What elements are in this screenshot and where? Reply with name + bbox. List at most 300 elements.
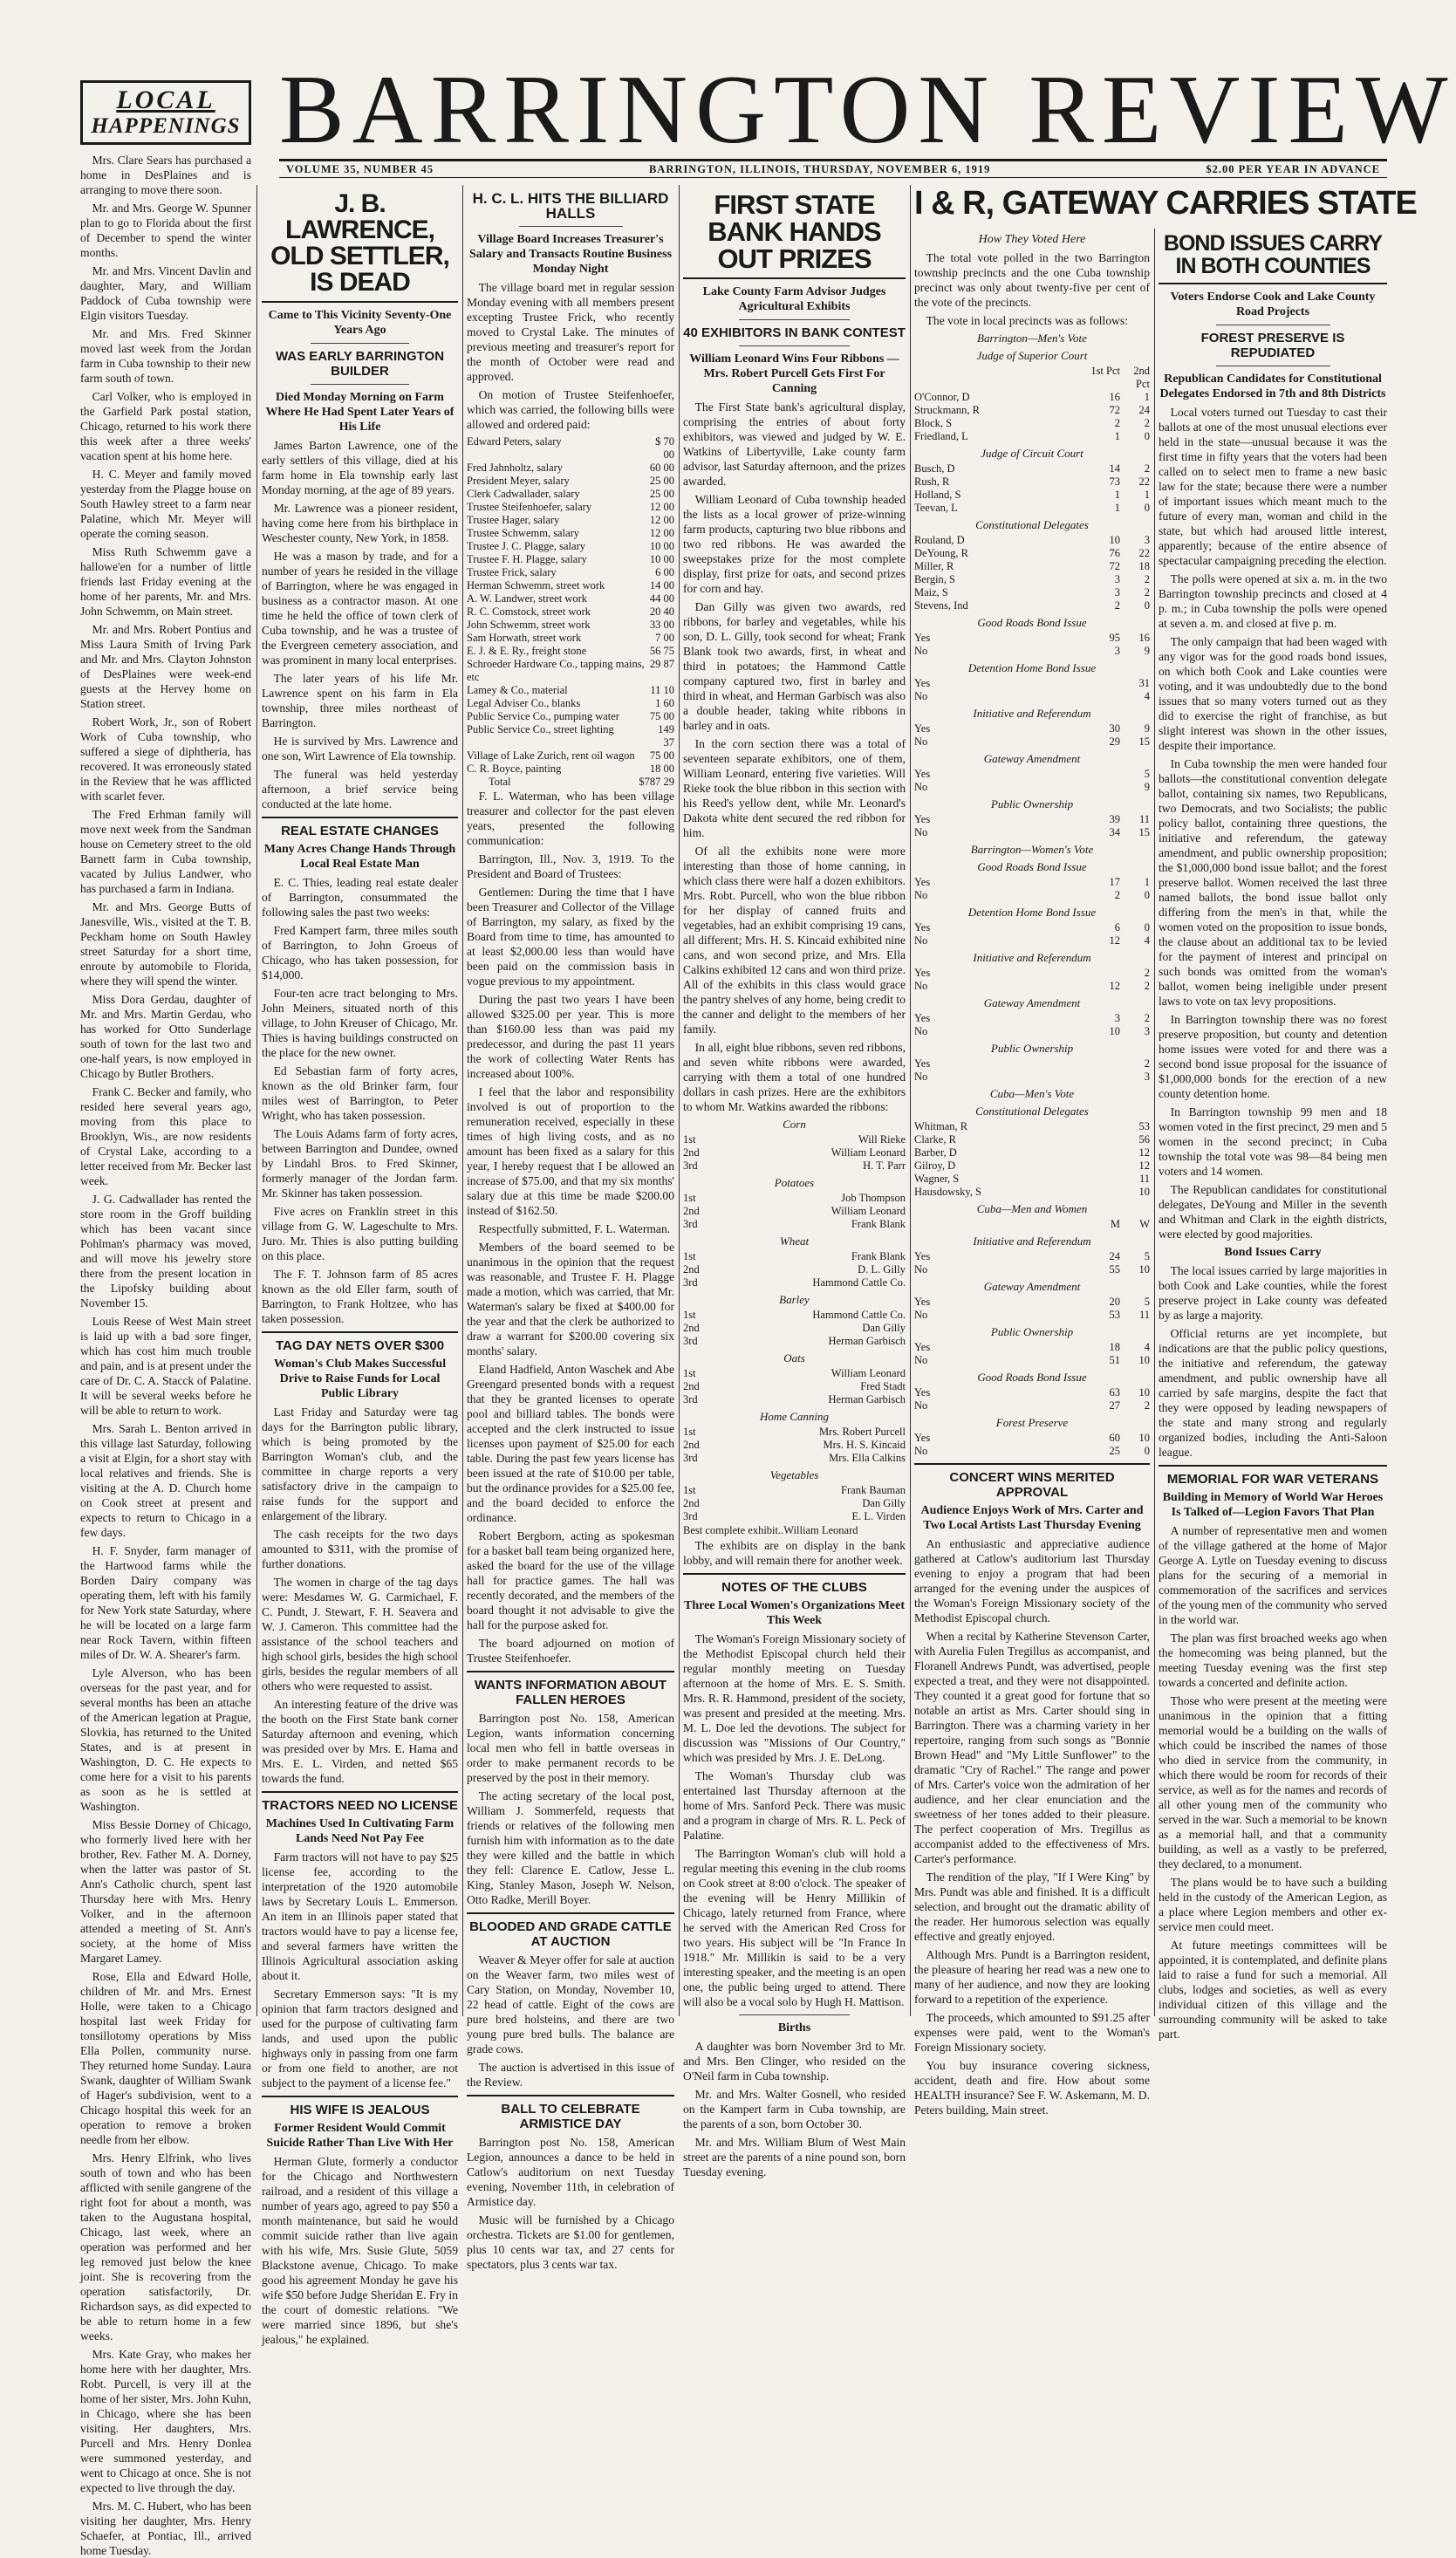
cuba-measure-value: 2 bbox=[1144, 1399, 1150, 1412]
cuba-measure-table bbox=[914, 1341, 1150, 1367]
hcl-paragraph: Gentlemen: During the time that I have been Treasurer and Collector of the Village of Barrington, my salary, as fixed by the Board from time to time, has amounted to at least $2,000.00 less than would have been paid on the commission basis in vogue previous to my appointment. bbox=[467, 886, 674, 988]
column-rule bbox=[1154, 229, 1155, 2016]
cuba-measure-value: 63 bbox=[1109, 1386, 1120, 1399]
prize-place: 1st bbox=[683, 1309, 696, 1321]
prize-place: 1st bbox=[683, 1250, 696, 1262]
women-measure-title: Initiative and Referendum bbox=[973, 951, 1091, 964]
cuba-measure-value: 53 bbox=[1109, 1309, 1120, 1321]
men-measure-value: 4 bbox=[1144, 690, 1150, 702]
divider bbox=[683, 277, 906, 279]
cuba-measure-label: Yes bbox=[914, 1341, 931, 1353]
cuba-measure-row bbox=[914, 1386, 1150, 1399]
circuit-court-title: Judge of Circuit Court bbox=[981, 447, 1083, 460]
delegate-row bbox=[914, 547, 1150, 560]
men-measure-value bbox=[1090, 677, 1120, 690]
local-item: J. G. Cadwallader has rented the store room in the Groff building which has been vacant since Pohlman's pharmacy was moved, and will move his jewelry store there from the present location in the Lipofsky building about November 15. bbox=[80, 1193, 251, 1310]
women-measure-row bbox=[914, 967, 1150, 980]
divider bbox=[739, 345, 851, 346]
hcl-body-continued bbox=[467, 789, 674, 1665]
realestate-paragraph: The F. T. Johnson farm of 85 acres known as the old Eller farm, south of Barrington, to Frank Holtzee, who has taken possession. bbox=[262, 1268, 458, 1325]
men-measure-label: No bbox=[914, 826, 928, 838]
delegates-table bbox=[914, 534, 1150, 612]
cuba-measure-value: 10 bbox=[1138, 1432, 1150, 1444]
prize-row bbox=[683, 1335, 906, 1348]
men-measure-title: Gateway Amendment bbox=[983, 752, 1081, 765]
women-measure-value bbox=[1090, 1070, 1120, 1084]
bank-deck3: William Leonard Wins Four Ribbons — Mrs. Robert Purcell Gets First For Canning bbox=[689, 352, 899, 395]
prize-place: 2nd bbox=[683, 1205, 700, 1217]
bill-row-value: 6 00 bbox=[655, 566, 674, 578]
cuba-measure-row bbox=[914, 1296, 1150, 1309]
superior-row-value: 1 bbox=[1144, 391, 1150, 403]
cuba-mw-title: Cuba—Men and Women bbox=[976, 1202, 1088, 1215]
bill-row bbox=[467, 488, 674, 501]
women-measure-label: Yes bbox=[914, 1057, 931, 1070]
divider bbox=[467, 1671, 674, 1672]
circuit-row-value: 0 bbox=[1144, 502, 1150, 514]
tagday-paragraph: The women in charge of the tag days were: Mesdames W. G. Carmichael, F. C. Pundt, J. Stewart, F. H. Seavera and W. J. Cameron. This committee had the assistance of the school teachers and high school girls, besides the high school girls, besides the regular members of all others who were requested to assist. bbox=[262, 1576, 458, 1693]
local-item: Mrs. Clare Sears has purchased a home in DesPlaines and is arranging to move there soon. bbox=[80, 154, 251, 196]
bank-paragraph: In all, eight blue ribbons, seven red ribbons, and seven white ribbons were awarded, carrying with them a total of one hundred dollars in cash prizes. Here are the exhibitors to whom Mr. Watkins awarded the ribbons: bbox=[683, 1041, 906, 1113]
men-measure-value: 9 bbox=[1144, 722, 1150, 735]
men-measure-value: 9 bbox=[1144, 645, 1150, 657]
cuba-measure-table bbox=[914, 1250, 1150, 1276]
prize-place: 1st bbox=[683, 1484, 696, 1496]
divider bbox=[467, 2095, 674, 2096]
gateway-banner-wrap bbox=[914, 185, 1417, 222]
prize-place: 3rd bbox=[683, 1159, 698, 1172]
men-measure-label: No bbox=[914, 690, 928, 702]
prize-row bbox=[683, 1276, 906, 1289]
local-item: Mr. and Mrs. Fred Skinner moved last week from the Jordan farm in Cuba township to their new farm south of town. bbox=[80, 327, 251, 385]
bill-row-value: 75 00 bbox=[649, 749, 674, 762]
bill-row bbox=[467, 645, 674, 658]
superior-row bbox=[914, 391, 1150, 404]
bill-row-label: Trustee Frick, salary bbox=[467, 566, 557, 578]
cuba-measures bbox=[914, 1235, 1150, 1458]
local-happenings-line1: LOCAL bbox=[116, 85, 215, 114]
women-measure-value: 0 bbox=[1144, 889, 1150, 901]
prize-row bbox=[683, 1146, 906, 1159]
prize-winner: Frank Blank bbox=[851, 1250, 906, 1262]
cuba-measure-value: 10 bbox=[1138, 1263, 1150, 1276]
bill-row-label: C. R. Boyce, painting bbox=[467, 763, 562, 775]
superior-row-label: Friedland, L bbox=[914, 430, 968, 442]
hcl-paragraph: During the past two years I have been allowed $325.00 per year. This is more than $160.00 less than was paid my predecessor, and during the past 11 years the work of collecting Water Rents has increased about 100%. bbox=[467, 993, 674, 1080]
lawrence-deck2: WAS EARLY BARRINGTON BUILDER bbox=[275, 349, 445, 379]
divider bbox=[739, 319, 851, 320]
cuba-measure-title: Good Roads Bond Issue bbox=[977, 1371, 1087, 1384]
lawrence-deck1: Came to This Vicinity Seventy-One Years Ago bbox=[268, 309, 452, 337]
prize-winner: Frank Bauman bbox=[841, 1484, 906, 1496]
delegate-row-label: Stevens, Ind bbox=[914, 599, 968, 612]
women-measure-value: 3 bbox=[1144, 1025, 1150, 1037]
ball-headline: BALL TO CELEBRATE ARMISTICE DAY bbox=[501, 2102, 640, 2131]
hcl-paragraph: I feel that the labor and responsibility involved is out of proportion to the remuneration received, especially in these times of high living costs, and as no amount has been fixed as a salary for this year, I hereby request that I be allowed an increase of $75.00, and that my six months' salary due at this time be made $200.00 instead of $162.50. bbox=[467, 1085, 674, 1217]
cuba-measure-label: Yes bbox=[914, 1386, 931, 1399]
women-measure-row bbox=[914, 980, 1150, 993]
women-measure-table bbox=[914, 967, 1150, 993]
local-item: Lyle Alverson, who has been overseas for the past year, and for several months has been an attache of the American legation at Prague, Slovkia, has returned to the United States, and is at present in Washington, D. C. He expects to come here for a visit to his parents as soon as he is settled at Washington. bbox=[80, 1666, 251, 1813]
cuba-measure-value: 24 bbox=[1109, 1250, 1120, 1262]
bills-total bbox=[467, 776, 674, 789]
cuba-measure-label: Yes bbox=[914, 1296, 931, 1308]
cuba-delegate-row bbox=[914, 1159, 1150, 1173]
superior-row-value: 1 bbox=[1114, 430, 1120, 442]
superior-row-value: 0 bbox=[1144, 430, 1150, 442]
cuba-delegate-row bbox=[914, 1173, 1150, 1186]
column-rule bbox=[256, 185, 257, 2016]
bonds-paragraph: The polls were opened at six a. m. in the two Barrington township precincts and closed at 4 p. m.; in Cuba township the polls were opened at seven a. m. and closed at five p. m. bbox=[1159, 572, 1387, 630]
women-measure-value: 17 bbox=[1109, 876, 1120, 888]
tractors-deck: Machines Used In Cultivating Farm Lands Need Not Pay Fee bbox=[265, 1817, 455, 1845]
prize-crop: Corn bbox=[783, 1118, 806, 1131]
women-measure-value: 2 bbox=[1144, 1012, 1150, 1024]
bill-row bbox=[467, 749, 674, 763]
women-measure-row bbox=[914, 1012, 1150, 1025]
prize-row bbox=[683, 1133, 906, 1146]
delegate-row-value: 76 bbox=[1109, 547, 1120, 559]
delegate-row-label: Rouland, D bbox=[914, 534, 965, 546]
prize-winner: Hammond Cattle Co. bbox=[812, 1276, 906, 1289]
memorial-paragraph: The plans would be to have such a building held in the custody of the American Legion, as a place where Legion members and other ex-service men could meet. bbox=[1159, 1876, 1387, 1933]
delegate-row-value: 2 bbox=[1114, 599, 1120, 612]
memorial-headline: MEMORIAL FOR WAR VETERANS bbox=[1166, 1472, 1379, 1487]
cuba-vote-title: Cuba—Men's Vote bbox=[989, 1087, 1075, 1100]
bonds-paragraph: The only campaign that had been waged with any vigor was for the good roads bond issues, on which both Cook and Lake counties were voting, and it was undoubtedly due to the bond issues that so many voters turned out as they did to exercise the right of franchise, as but slight interest was shown in the other issues, despite their importance. bbox=[1159, 635, 1387, 752]
women-measure-label: Yes bbox=[914, 967, 931, 979]
bill-row bbox=[467, 605, 674, 619]
clubs-body bbox=[683, 1631, 906, 2009]
delegate-row-value: 2 bbox=[1144, 586, 1150, 598]
memorial-paragraph: A number of representative men and women of the village gathered at the home of Major George A. Lytle on Tuesday evening to discuss plans for the securing of a memorial in commemoration of the sacrifices and services of the young men of the community who served in the world war. bbox=[1159, 1524, 1387, 1626]
concert-paragraph: Although Mrs. Pundt is a Barrington resident, the pleasure of hearing her read was a new one to many of her audience, and now they are looking forward to a repetition of the experience. bbox=[914, 1948, 1150, 2006]
cuba-measure-title: Public Ownership bbox=[990, 1325, 1074, 1338]
prize-place: 2nd bbox=[683, 1322, 700, 1334]
bill-row-label: Trustee J. C. Plagge, salary bbox=[467, 540, 585, 552]
cuba-delegate-row-value: 11 bbox=[1138, 1173, 1150, 1185]
delegate-row-value: 3 bbox=[1144, 534, 1150, 546]
prize-row bbox=[683, 1367, 906, 1380]
clubs-paragraph: The Woman's Thursday club was entertained last Thursday afternoon at the home of Mrs. Sanford Peck. There was music and a program in charge of Mrs. R. L. Peck of Palatine. bbox=[683, 1769, 906, 1842]
bill-row-label: President Meyer, salary bbox=[467, 475, 570, 487]
delegate-row bbox=[914, 586, 1150, 599]
delegate-row-value: 18 bbox=[1138, 560, 1150, 572]
bank-paragraph: In the corn section there was a total of seventeen separate exhibitors, one of them, William Leonard, entering five varieties. Will Rieke took the blue ribbon in this section with his Reed's yellow dent, while Mr. Leonard's Dakota white dent secured the red ribbon for him. bbox=[683, 737, 906, 839]
prize-winner: Fred Stadt bbox=[860, 1380, 906, 1392]
bill-row bbox=[467, 435, 674, 462]
cuba-measure-table bbox=[914, 1432, 1150, 1458]
women-measure-label: No bbox=[914, 980, 928, 992]
prize-table bbox=[683, 1250, 906, 1289]
bill-row-label: John Schwemm, street work bbox=[467, 619, 591, 631]
memorial-body bbox=[1159, 1523, 1387, 2042]
cuba-delegate-row-label: Gilroy, D bbox=[914, 1159, 956, 1172]
blooded-body bbox=[467, 1953, 674, 2089]
bonds-deck: Voters Endorse Cook and Lake County Road Projects bbox=[1170, 291, 1376, 318]
prize-place: 3rd bbox=[683, 1218, 698, 1230]
prize-table bbox=[683, 1367, 906, 1406]
cuba-delegate-row-value: 56 bbox=[1138, 1133, 1150, 1146]
circuit-row-value: 2 bbox=[1144, 462, 1150, 475]
births-paragraph: Mr. and Mrs. William Blum of West Main street are the parents of a nine pound son, born Tuesday evening. bbox=[683, 2136, 906, 2178]
bill-row-value: 10 00 bbox=[649, 540, 674, 552]
local-item: Mrs. Henry Elfrink, who lives south of town and who has been afflicted with senile gangrene of the right foot for about a month, was taken to the Augustana hospital, Chicago, last week, where an operation was performed and her leg removed just below the knee joint. She is recovering from the operation satisfactorily, Dr. Richardson says, as did expected to be able to return home in a few weeks. bbox=[80, 2151, 251, 2343]
cuba-delegate-row-label: Whitman, R bbox=[914, 1120, 968, 1132]
prize-table bbox=[683, 1484, 906, 1523]
realestate-deck: Many Acres Change Hands Through Local Real Estate Man bbox=[263, 843, 456, 871]
tractors-body bbox=[262, 1850, 458, 2090]
women-measure-value: 0 bbox=[1144, 921, 1150, 934]
bill-row bbox=[467, 710, 674, 723]
men-measure-value bbox=[1090, 690, 1120, 703]
prize-winner: Frank Blank bbox=[851, 1218, 906, 1230]
prize-row bbox=[683, 1380, 906, 1393]
cuba-measure-row bbox=[914, 1399, 1150, 1412]
hcl-paragraph: Eland Hadfield, Anton Waschek and Abe Greengard presented bonds with a request that they be granted licenses to operate pool and billiard tables. The bonds were accepted and the clerk instructed to issue licenses upon payment of $25.00 for each table. During the past few years license has been issued at the rate of $10.00 per table, but the ordinance provides for a $25.00 fee, and the board decided to enforce the ordinance. bbox=[467, 1363, 674, 1524]
cuba-measure-label: Yes bbox=[914, 1250, 931, 1262]
gateway-intro bbox=[914, 250, 1150, 328]
hcl-body bbox=[467, 280, 674, 432]
men-measure-row bbox=[914, 781, 1150, 794]
bonds-paragraph: In Barrington township 99 men and 18 women voted in the first precinct, 29 men and 5 women in the second precinct; in Cuba township the total vote was 98—84 being men voters and 14 women. bbox=[1159, 1105, 1387, 1178]
cuba-measure-title: Gateway Amendment bbox=[983, 1280, 1081, 1293]
memorial-paragraph: The plan was first broached weeks ago when the homecoming was being planned, but the meeting Tuesday evening was the first step towards a concerted and definite action. bbox=[1159, 1631, 1387, 1689]
bill-row bbox=[467, 723, 674, 749]
bill-row bbox=[467, 592, 674, 605]
bill-row-value: 75 00 bbox=[649, 710, 674, 722]
cuba-measure-value: 5 bbox=[1144, 1296, 1150, 1308]
cuba-measure-value: 11 bbox=[1138, 1309, 1150, 1321]
lawrence-paragraph: The funeral was held yesterday afternoon, a brief service being conducted at the late home. bbox=[262, 768, 458, 810]
women-measure-value bbox=[1090, 967, 1120, 980]
divider bbox=[914, 1463, 1150, 1465]
superior-row bbox=[914, 430, 1150, 443]
tagday-paragraph: Last Friday and Saturday were tag days for the Barrington public library, which is being promoted by the Barrington Woman's club, and the committee in charge reports a very satisfactory drive in the campaign to raise funds for the support and enlargement of the library. bbox=[262, 1406, 458, 1522]
column-3 bbox=[467, 188, 674, 2271]
local-item: Miss Bessie Dorney of Chicago, who formerly lived here with her brother, Rev. Father M. A. Dorney, when the latter was pastor of St. Ann's Catholic church, spent last Thursday here with Mrs. Henry Volker, and in the afternoon attended a meeting of St. Ann's society, at the home of Miss Margaret Lamey. bbox=[80, 1818, 251, 1965]
prize-row bbox=[683, 1510, 906, 1523]
prize-place: 1st bbox=[683, 1426, 696, 1438]
cuba-measure-value: 0 bbox=[1144, 1445, 1150, 1457]
prize-place: 3rd bbox=[683, 1510, 698, 1522]
memorial-paragraph: At future meetings committees will be appointed, it is contemplated, and definite plans laid to raise a fund for such a memorial. All clubs, lodges and societies, as well as every individual citizen of this village and the surrounding community will be asked to take part. bbox=[1159, 1939, 1387, 2041]
prize-winner: Herman Garbisch bbox=[828, 1335, 906, 1347]
bill-row bbox=[467, 540, 674, 553]
concert-paragraph: The rendition of the play, "If I Were King" by Mrs. Pundt was able and finished. It is a difficult selection, and brought out the dramatic ability of the reader. Her humorous selection was equally effective and greatly enjoyed. bbox=[914, 1871, 1150, 1943]
men-measure-title: Public Ownership bbox=[990, 797, 1074, 810]
women-measure-row bbox=[914, 1057, 1150, 1070]
bank-headline: FIRST STATE BANK HANDS OUT PRIZES bbox=[707, 189, 881, 274]
superior-row-value: 2 bbox=[1144, 417, 1150, 429]
superior-row bbox=[914, 417, 1150, 430]
cuba-measure-label: No bbox=[914, 1354, 928, 1366]
prize-crop: Barley bbox=[779, 1293, 810, 1306]
prize-place: 1st bbox=[683, 1192, 696, 1204]
prize-winner: Hammond Cattle Co. bbox=[812, 1309, 906, 1321]
circuit-row-label: Rush, R bbox=[914, 475, 950, 488]
women-measure-row bbox=[914, 921, 1150, 934]
women-measure-value: 2 bbox=[1114, 889, 1120, 901]
memorial-deck: Building in Memory of World War Heroes Is Talked of—Legion Favors That Plan bbox=[1162, 1491, 1384, 1519]
hcl-deck: Village Board Increases Treasurer's Salary and Transacts Routine Business Monday Night bbox=[468, 233, 673, 276]
concert-headline: CONCERT WINS MERITED APPROVAL bbox=[949, 1470, 1115, 1500]
prize-row bbox=[683, 1218, 906, 1231]
bonds-deck2: FOREST PRESERVE IS REPUDIATED bbox=[1200, 331, 1345, 360]
cuba-measure-value: 10 bbox=[1138, 1354, 1150, 1366]
delegate-row bbox=[914, 560, 1150, 573]
prize-crop: Potatoes bbox=[774, 1176, 815, 1189]
cuba-measure-title: Initiative and Referendum bbox=[973, 1235, 1091, 1248]
bill-row-label: Clerk Cadwallader, salary bbox=[467, 488, 580, 500]
best-exhibit: Best complete exhibit..William Leonard bbox=[683, 1524, 858, 1536]
men-measure-row bbox=[914, 813, 1150, 826]
gateway-subhead: How They Voted Here bbox=[978, 233, 1086, 246]
lawrence-paragraph: The later years of his life Mr. Lawrence spent on his farm in Ela township, three miles northeast of Barrington. bbox=[262, 672, 458, 729]
local-item: Mr. and Mrs. George Butts of Janesville, Wis., visited at the T. B. Peckham home on South Hawley street Saturday for a short time, enroute by automobile to Florida, where they will spend the winter. bbox=[80, 900, 251, 988]
ball-paragraph: Barrington post No. 158, American Legion, announces a dance to be held in Catlow's auditorium on next Tuesday evening, November 11th, in celebration of Armistice day. bbox=[467, 2136, 674, 2208]
local-item: The Fred Erhman family will move next week from the Sandman house on Cemetery street to the old Barnett farm in Cuba township, vacated by Julius Landwer, who has purchased a farm in Indiana. bbox=[80, 808, 251, 895]
prize-winner: William Leonard bbox=[831, 1367, 906, 1379]
divider bbox=[262, 2096, 458, 2097]
cuba-delegate-row-value: 12 bbox=[1138, 1146, 1150, 1159]
superior-row-value: 72 bbox=[1109, 404, 1120, 416]
bill-row-label: Trustee F. H. Plagge, salary bbox=[467, 553, 587, 565]
superior-row bbox=[914, 404, 1150, 417]
bill-row-label: Trustee Hager, salary bbox=[467, 514, 560, 526]
women-measure-row bbox=[914, 934, 1150, 947]
women-measure-value: 2 bbox=[1144, 1057, 1150, 1070]
men-measure-title: Good Roads Bond Issue bbox=[977, 616, 1087, 629]
column-6 bbox=[1159, 229, 1387, 2041]
bank-body bbox=[683, 400, 906, 1114]
circuit-row-value: 14 bbox=[1109, 462, 1120, 475]
bonds-paragraph: The Republican candidates for constitutional delegates, DeYoung and Miller in the seventh and Whitman and Clark in the eighth districts, were elected by good majorities. bbox=[1159, 1183, 1387, 1241]
delegate-row bbox=[914, 534, 1150, 547]
prize-row bbox=[683, 1393, 906, 1406]
cuba-delegate-row-value: 53 bbox=[1138, 1120, 1150, 1132]
bonds-paragraph: The local issues carried by large majorities in both Cook and Lake counties, while the forest preserve project in Lake county was defeated by as large a majority. bbox=[1159, 1264, 1387, 1322]
cuba-measure-value: 25 bbox=[1109, 1445, 1120, 1457]
prize-row bbox=[683, 1309, 906, 1322]
cuba-measure-value: 4 bbox=[1144, 1341, 1150, 1353]
women-measure-value: 2 bbox=[1144, 980, 1150, 992]
realestate-paragraph: E. C. Thies, leading real estate dealer of Barrington, consummated the following sales the past two weeks: bbox=[262, 876, 458, 919]
women-vote-title: Barrington—Women's Vote bbox=[970, 843, 1094, 856]
superior-row-value: 2 bbox=[1114, 417, 1120, 429]
prize-row bbox=[683, 1452, 906, 1465]
bill-row-label: E. J. & E. Ry., freight stone bbox=[467, 645, 587, 657]
men-measure-value: 15 bbox=[1138, 735, 1150, 748]
lawrence-body bbox=[262, 438, 458, 811]
cuba-measure-row bbox=[914, 1341, 1150, 1354]
cuba-measure-label: No bbox=[914, 1445, 928, 1457]
bill-row-value: 56 75 bbox=[649, 645, 674, 657]
column-2 bbox=[262, 188, 458, 2346]
women-measure-table bbox=[914, 921, 1150, 947]
prize-row bbox=[683, 1263, 906, 1276]
bank-paragraph: Dan Gilly was given two awards, red ribbons, for barley and vegetables, while his son, D. L. Gilly, took second for wheat; Frank Blank took two awards, first, in wheat and third in potatoes; the Hammond Cattle company captured two, first in barley and third in wheat, and Herman Garbisch was also a double header, taking white ribbons in barley and in oats. bbox=[683, 600, 906, 732]
bill-row-value: 149 37 bbox=[658, 723, 674, 749]
births-body bbox=[683, 2039, 906, 2179]
cuba-measure-row bbox=[914, 1354, 1150, 1367]
hcl-paragraph: On motion of Trustee Steifenhoefer, which was carried, the following bills were allowed and ordered paid: bbox=[467, 388, 674, 431]
cuba-measure-value: 60 bbox=[1109, 1432, 1120, 1444]
cuba-measure-value: 20 bbox=[1109, 1296, 1120, 1308]
men-measure-table bbox=[914, 677, 1150, 703]
bank-deck2: 40 EXHIBITORS IN BANK CONTEST bbox=[683, 325, 906, 340]
column-rule bbox=[462, 185, 463, 2016]
prize-winner: Dan Gilly bbox=[862, 1497, 906, 1509]
men-measure-label: No bbox=[914, 645, 928, 657]
tagday-body bbox=[262, 1405, 458, 1786]
cuba-measure-value: 51 bbox=[1109, 1354, 1120, 1366]
bill-row bbox=[467, 553, 674, 566]
men-measure-table bbox=[914, 768, 1150, 794]
bonds-body-continued bbox=[1159, 1263, 1387, 1460]
delegate-row-label: Maiz, S bbox=[914, 586, 948, 598]
realestate-body bbox=[262, 875, 458, 1326]
prize-winner: D. L. Gilly bbox=[858, 1263, 906, 1276]
clubs-deck: Three Local Women's Organizations Meet This Week bbox=[683, 1599, 905, 1627]
bill-row bbox=[467, 579, 674, 592]
bill-row-value: 12 00 bbox=[649, 527, 674, 539]
hcl-paragraph: F. L. Waterman, who has been village treasurer and collector for the past eleven years, presented the following communication: bbox=[467, 790, 674, 847]
men-measure-row bbox=[914, 722, 1150, 735]
men-measure-table bbox=[914, 722, 1150, 749]
tractors-paragraph: Farm tractors will not have to pay $25 license fee, according to the interpretation of the 1920 automobile laws by Secretary Louis L. Emmerson. An item in an Illinois paper stated that tractors would have to pay a license fee, and several farmers have written the Illinois Agricultural association asking about it. bbox=[262, 1850, 458, 1982]
women-measure-table bbox=[914, 876, 1150, 902]
hcl-paragraph: Barrington, Ill., Nov. 3, 1919. To the President and Board of Trustees: bbox=[467, 852, 674, 880]
men-measure-value: 29 bbox=[1109, 735, 1120, 748]
hcl-paragraph: The village board met in regular session Monday evening with all members present excepting Trustee Frick, who recently moved to Crystal Lake. The minutes of previous meeting and treasurer's report for the month of October were read and approved. bbox=[467, 281, 674, 383]
local-item: Mr. and Mrs. Robert Pontius and Miss Laura Smith of Irving Park and Mr. and Mrs. Clayton Johnston of DesPlaines were week-end guests at the Hervey home on Station street. bbox=[80, 623, 251, 710]
women-measure-title: Good Roads Bond Issue bbox=[977, 860, 1087, 873]
prize-place: 1st bbox=[683, 1133, 696, 1146]
men-measures bbox=[914, 616, 1150, 839]
cuba-measure-value: 18 bbox=[1109, 1341, 1120, 1353]
cuba-delegate-row-label: Wagner, S bbox=[914, 1173, 960, 1185]
women-measure-value: 4 bbox=[1144, 934, 1150, 947]
superior-row-label: O'Connor, D bbox=[914, 391, 970, 403]
concert-body bbox=[914, 1536, 1150, 2117]
men-measure-label: Yes bbox=[914, 632, 931, 644]
cuba-delegate-row bbox=[914, 1146, 1150, 1159]
men-measure-row bbox=[914, 690, 1150, 703]
births-paragraph: Mr. and Mrs. Walter Gosnell, who resided on the Kampert farm in Cuba township, are the parents of a son, born October 30. bbox=[683, 2088, 906, 2131]
local-item: Rose, Ella and Edward Holle, children of Mr. and Mrs. Ernest Holle, were taken to a Chicago hospital last week Friday for tonsillotomy operations by Miss Ella Pollen, community nurse. They returned home Sunday. Laura Swank, daughter of William Swank of Hager's subdivision, went to a Chicago hospital this week for an operation to remove a broken needle from her elbow. bbox=[80, 1970, 251, 2146]
column-local-happenings bbox=[80, 153, 251, 2557]
prize-winner: William Leonard bbox=[831, 1205, 906, 1217]
women-measure-value: 10 bbox=[1109, 1025, 1120, 1037]
women-measure-title: Public Ownership bbox=[990, 1042, 1074, 1055]
dateline-bar bbox=[279, 159, 1387, 178]
men-measure-value: 95 bbox=[1109, 632, 1120, 644]
bill-row-label: Sam Horwath, street work bbox=[467, 632, 582, 644]
bill-row bbox=[467, 462, 674, 475]
newspaper-title: BARRINGTON REVIEW bbox=[279, 56, 1456, 164]
cuba-measure-row bbox=[914, 1445, 1150, 1458]
women-measure-value: 3 bbox=[1144, 1070, 1150, 1083]
prize-table bbox=[683, 1426, 906, 1465]
delegate-row-value: 3 bbox=[1114, 586, 1120, 598]
men-measure-row bbox=[914, 632, 1150, 645]
women-measure-value: 12 bbox=[1109, 934, 1120, 947]
tagday-paragraph: The cash receipts for the two days amounted to $311, with the promise of further donations. bbox=[262, 1528, 458, 1570]
prize-winner: Mrs. Robert Purcell bbox=[819, 1426, 906, 1438]
divider bbox=[311, 343, 409, 344]
tagday-headline: TAG DAY NETS OVER $300 bbox=[275, 1338, 445, 1353]
